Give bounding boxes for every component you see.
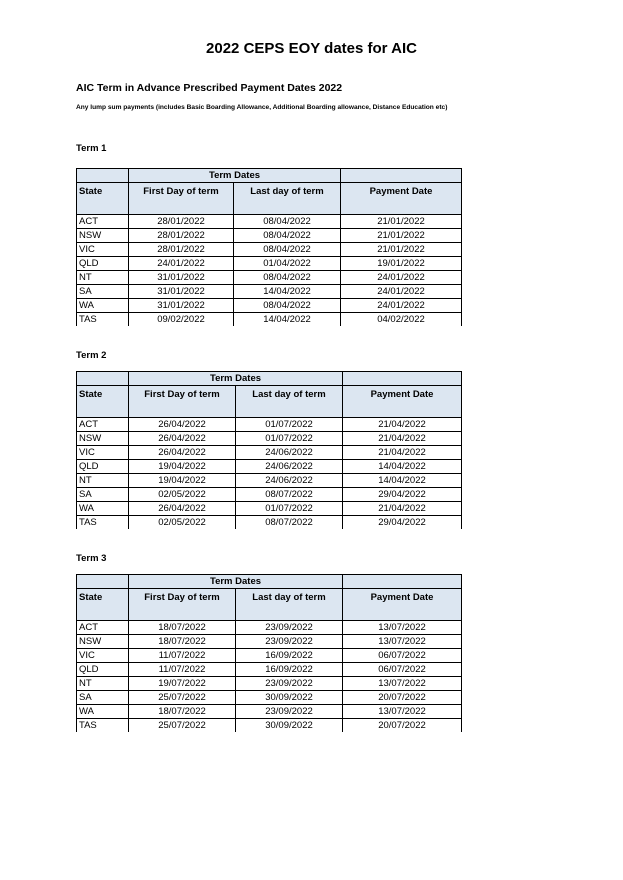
first-day-cell: 25/07/2022 <box>129 691 236 705</box>
table-row <box>77 285 462 299</box>
last-day-column-header: Last day of term <box>236 386 343 418</box>
term-1-table <box>76 168 462 326</box>
state-cell: QLD <box>77 257 129 271</box>
table-row <box>77 705 462 719</box>
payment-date-cell: 06/07/2022 <box>343 663 462 677</box>
payment-date-cell: 19/01/2022 <box>341 257 462 271</box>
last-day-cell: 16/09/2022 <box>236 649 343 663</box>
state-column-header: State <box>77 386 129 418</box>
payment-date-cell: 13/07/2022 <box>343 677 462 691</box>
last-day-cell: 14/04/2022 <box>234 285 341 299</box>
payment-date-cell: 21/01/2022 <box>341 243 462 257</box>
state-cell: NSW <box>77 635 129 649</box>
first-day-cell: 31/01/2022 <box>129 271 234 285</box>
table-row <box>77 299 462 313</box>
term-1-heading: Term 1 <box>76 143 107 154</box>
last-day-cell: 23/09/2022 <box>236 677 343 691</box>
state-cell: VIC <box>77 243 129 257</box>
first-day-cell: 09/02/2022 <box>129 313 234 327</box>
first-day-cell: 26/04/2022 <box>129 432 236 446</box>
state-cell: NT <box>77 677 129 691</box>
first-day-cell: 31/01/2022 <box>129 299 234 313</box>
table-row <box>77 229 462 243</box>
table-row <box>77 432 462 446</box>
state-cell: TAS <box>77 313 129 327</box>
state-cell: NSW <box>77 229 129 243</box>
table-row <box>77 446 462 460</box>
page-subtitle: AIC Term in Advance Prescribed Payment Dates 2022 <box>76 82 343 94</box>
first-day-column-header: First Day of term <box>129 589 236 621</box>
table-row <box>77 516 462 530</box>
state-cell: WA <box>77 705 129 719</box>
payment-date-column-header: Payment Date <box>343 589 462 621</box>
table-header-blank <box>77 372 129 386</box>
table-row <box>77 418 462 432</box>
payment-date-cell: 20/07/2022 <box>343 719 462 733</box>
first-day-column-header: First Day of term <box>129 386 236 418</box>
state-cell: NT <box>77 474 129 488</box>
table-header-blank <box>77 575 129 589</box>
table-row <box>77 488 462 502</box>
payment-date-cell: 04/02/2022 <box>341 313 462 327</box>
table-row <box>77 502 462 516</box>
payment-date-cell: 13/07/2022 <box>343 705 462 719</box>
payment-date-cell: 21/04/2022 <box>343 432 462 446</box>
first-day-cell: 02/05/2022 <box>129 516 236 530</box>
table-header-blank <box>343 575 462 589</box>
state-cell: TAS <box>77 719 129 733</box>
last-day-cell: 01/07/2022 <box>236 502 343 516</box>
last-day-cell: 08/04/2022 <box>234 271 341 285</box>
last-day-cell: 23/09/2022 <box>236 705 343 719</box>
state-cell: NT <box>77 271 129 285</box>
payment-date-cell: 14/04/2022 <box>343 474 462 488</box>
last-day-cell: 14/04/2022 <box>234 313 341 327</box>
term-3-heading: Term 3 <box>76 553 107 564</box>
state-cell: TAS <box>77 516 129 530</box>
last-day-cell: 01/07/2022 <box>236 418 343 432</box>
last-day-column-header: Last day of term <box>234 183 341 215</box>
first-day-cell: 28/01/2022 <box>129 215 234 229</box>
table-row <box>77 215 462 229</box>
lump-sum-note: Any lump sum payments (includes Basic Boarding Allowance, Additional Boarding allowance, Distance Education etc) <box>76 104 448 111</box>
term-dates-header: Term Dates <box>129 372 343 386</box>
state-cell: VIC <box>77 446 129 460</box>
state-cell: SA <box>77 691 129 705</box>
last-day-cell: 08/04/2022 <box>234 243 341 257</box>
payment-date-cell: 14/04/2022 <box>343 460 462 474</box>
table-row <box>77 243 462 257</box>
last-day-cell: 23/09/2022 <box>236 635 343 649</box>
term-dates-header: Term Dates <box>129 575 343 589</box>
last-day-cell: 24/06/2022 <box>236 446 343 460</box>
payment-date-cell: 29/04/2022 <box>343 488 462 502</box>
last-day-cell: 08/04/2022 <box>234 229 341 243</box>
table-row <box>77 635 462 649</box>
table-row <box>77 474 462 488</box>
last-day-cell: 16/09/2022 <box>236 663 343 677</box>
state-cell: WA <box>77 502 129 516</box>
first-day-cell: 26/04/2022 <box>129 502 236 516</box>
table-header-blank <box>343 372 462 386</box>
state-cell: QLD <box>77 663 129 677</box>
table-row <box>77 719 462 733</box>
table-row <box>77 271 462 285</box>
first-day-cell: 28/01/2022 <box>129 229 234 243</box>
last-day-cell: 08/04/2022 <box>234 215 341 229</box>
payment-date-cell: 21/04/2022 <box>343 418 462 432</box>
last-day-cell: 30/09/2022 <box>236 691 343 705</box>
table-row <box>77 257 462 271</box>
state-cell: QLD <box>77 460 129 474</box>
payment-date-cell: 21/01/2022 <box>341 229 462 243</box>
term-2-table <box>76 371 462 529</box>
state-cell: ACT <box>77 418 129 432</box>
first-day-cell: 31/01/2022 <box>129 285 234 299</box>
state-cell: ACT <box>77 621 129 635</box>
last-day-cell: 24/06/2022 <box>236 474 343 488</box>
state-cell: ACT <box>77 215 129 229</box>
term-3-table <box>76 574 462 732</box>
last-day-cell: 08/07/2022 <box>236 488 343 502</box>
state-cell: NSW <box>77 432 129 446</box>
state-column-header: State <box>77 183 129 215</box>
table-row <box>77 649 462 663</box>
state-cell: SA <box>77 488 129 502</box>
payment-date-cell: 13/07/2022 <box>343 635 462 649</box>
first-day-cell: 18/07/2022 <box>129 621 236 635</box>
table-header-blank <box>341 169 462 183</box>
payment-date-cell: 29/04/2022 <box>343 516 462 530</box>
state-cell: VIC <box>77 649 129 663</box>
state-cell: WA <box>77 299 129 313</box>
payment-date-cell: 06/07/2022 <box>343 649 462 663</box>
last-day-cell: 01/07/2022 <box>236 432 343 446</box>
term-dates-header: Term Dates <box>129 169 341 183</box>
payment-date-cell: 20/07/2022 <box>343 691 462 705</box>
first-day-cell: 19/07/2022 <box>129 677 236 691</box>
payment-date-cell: 21/01/2022 <box>341 215 462 229</box>
first-day-cell: 11/07/2022 <box>129 649 236 663</box>
payment-date-cell: 24/01/2022 <box>341 299 462 313</box>
last-day-cell: 30/09/2022 <box>236 719 343 733</box>
last-day-column-header: Last day of term <box>236 589 343 621</box>
first-day-cell: 19/04/2022 <box>129 460 236 474</box>
payment-date-column-header: Payment Date <box>341 183 462 215</box>
page-title: 2022 CEPS EOY dates for AIC <box>206 40 417 57</box>
last-day-cell: 23/09/2022 <box>236 621 343 635</box>
last-day-cell: 24/06/2022 <box>236 460 343 474</box>
first-day-cell: 26/04/2022 <box>129 446 236 460</box>
payment-date-cell: 21/04/2022 <box>343 446 462 460</box>
state-cell: SA <box>77 285 129 299</box>
payment-date-column-header: Payment Date <box>343 386 462 418</box>
last-day-cell: 08/04/2022 <box>234 299 341 313</box>
state-column-header: State <box>77 589 129 621</box>
table-row <box>77 663 462 677</box>
table-header-blank <box>77 169 129 183</box>
first-day-cell: 19/04/2022 <box>129 474 236 488</box>
table-row <box>77 621 462 635</box>
first-day-cell: 28/01/2022 <box>129 243 234 257</box>
first-day-cell: 26/04/2022 <box>129 418 236 432</box>
payment-date-cell: 24/01/2022 <box>341 285 462 299</box>
last-day-cell: 08/07/2022 <box>236 516 343 530</box>
payment-date-cell: 13/07/2022 <box>343 621 462 635</box>
table-row <box>77 460 462 474</box>
first-day-cell: 02/05/2022 <box>129 488 236 502</box>
last-day-cell: 01/04/2022 <box>234 257 341 271</box>
payment-date-cell: 21/04/2022 <box>343 502 462 516</box>
table-row <box>77 677 462 691</box>
term-2-heading: Term 2 <box>76 350 107 361</box>
first-day-cell: 18/07/2022 <box>129 635 236 649</box>
first-day-column-header: First Day of term <box>129 183 234 215</box>
payment-date-cell: 24/01/2022 <box>341 271 462 285</box>
table-row <box>77 313 462 327</box>
first-day-cell: 24/01/2022 <box>129 257 234 271</box>
first-day-cell: 25/07/2022 <box>129 719 236 733</box>
first-day-cell: 18/07/2022 <box>129 705 236 719</box>
table-row <box>77 691 462 705</box>
first-day-cell: 11/07/2022 <box>129 663 236 677</box>
